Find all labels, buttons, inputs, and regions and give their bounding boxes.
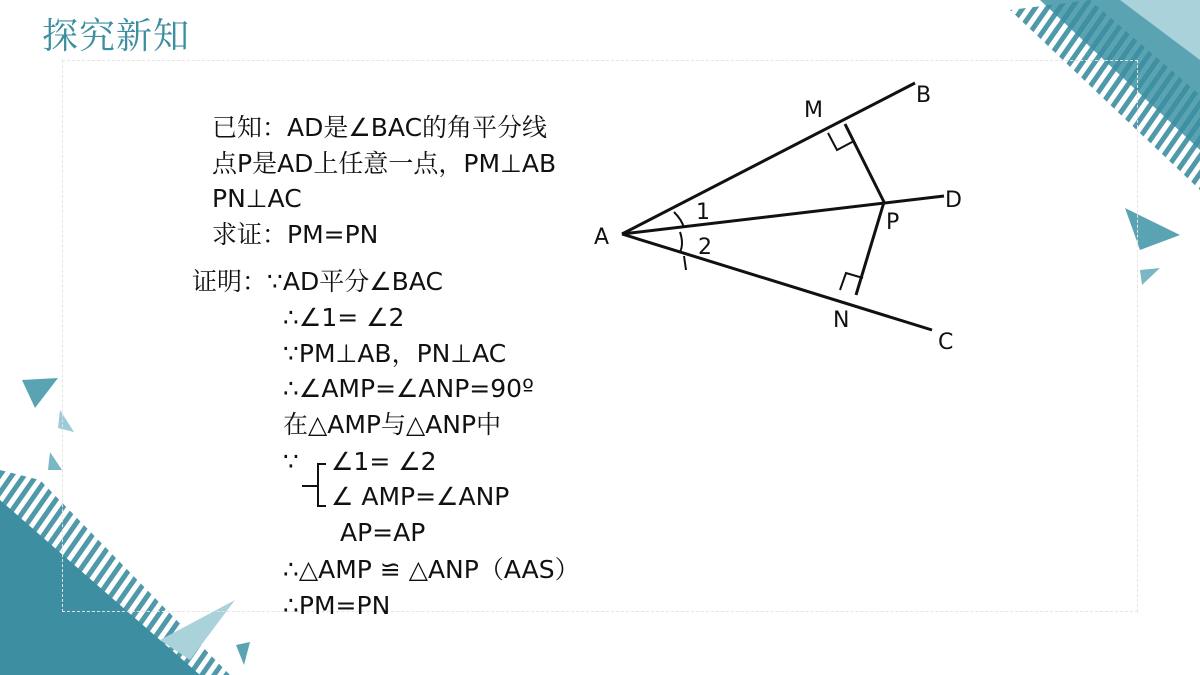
label-N: N	[833, 308, 850, 333]
proof-line-8: ∴PM=PN	[283, 591, 391, 620]
given-line-4: 求证：PM=PN	[212, 220, 379, 249]
proof-line-6-prefix: ∵	[283, 447, 299, 476]
label-A: A	[594, 225, 610, 250]
brace-line-1: ∠1= ∠2	[331, 447, 437, 476]
angle-arc-1	[674, 212, 684, 228]
label-M: M	[804, 98, 823, 123]
label-B: B	[916, 83, 932, 108]
angle-tick-2	[684, 256, 686, 270]
ray-AC	[622, 234, 932, 330]
proof-line-3: ∵PM⊥AB，PN⊥AC	[283, 339, 507, 368]
label-angle-1: 1	[696, 200, 710, 225]
angle-arc-2	[680, 232, 682, 252]
segment-PM	[845, 124, 884, 202]
brace-line-3: AP=AP	[340, 518, 426, 547]
given-line-2: 点P是AD上任意一点，PM⊥AB	[212, 149, 557, 178]
slide-title: 探究新知	[42, 16, 191, 57]
label-D: D	[945, 188, 962, 213]
ray-AB	[622, 83, 915, 234]
brace-line-2: ∠ AMP=∠ANP	[331, 482, 510, 511]
given-line-1: 已知：AD是∠BAC的角平分线	[212, 113, 548, 142]
label-P: P	[886, 210, 900, 235]
proof-line-7: ∴△AMP ≌ △ANP（AAS）	[283, 555, 580, 584]
label-C: C	[938, 330, 954, 355]
proof-line-2: ∴∠1= ∠2	[283, 303, 405, 332]
proof-line-4: ∴∠AMP=∠ANP=90º	[283, 374, 534, 403]
segment-PN	[856, 202, 884, 295]
label-angle-2: 2	[698, 235, 712, 260]
proof-line-5: 在△AMP与△ANP中	[283, 410, 502, 439]
given-line-3: PN⊥AC	[212, 184, 302, 213]
proof-line-1: 证明：∵AD平分∠BAC	[192, 267, 443, 296]
